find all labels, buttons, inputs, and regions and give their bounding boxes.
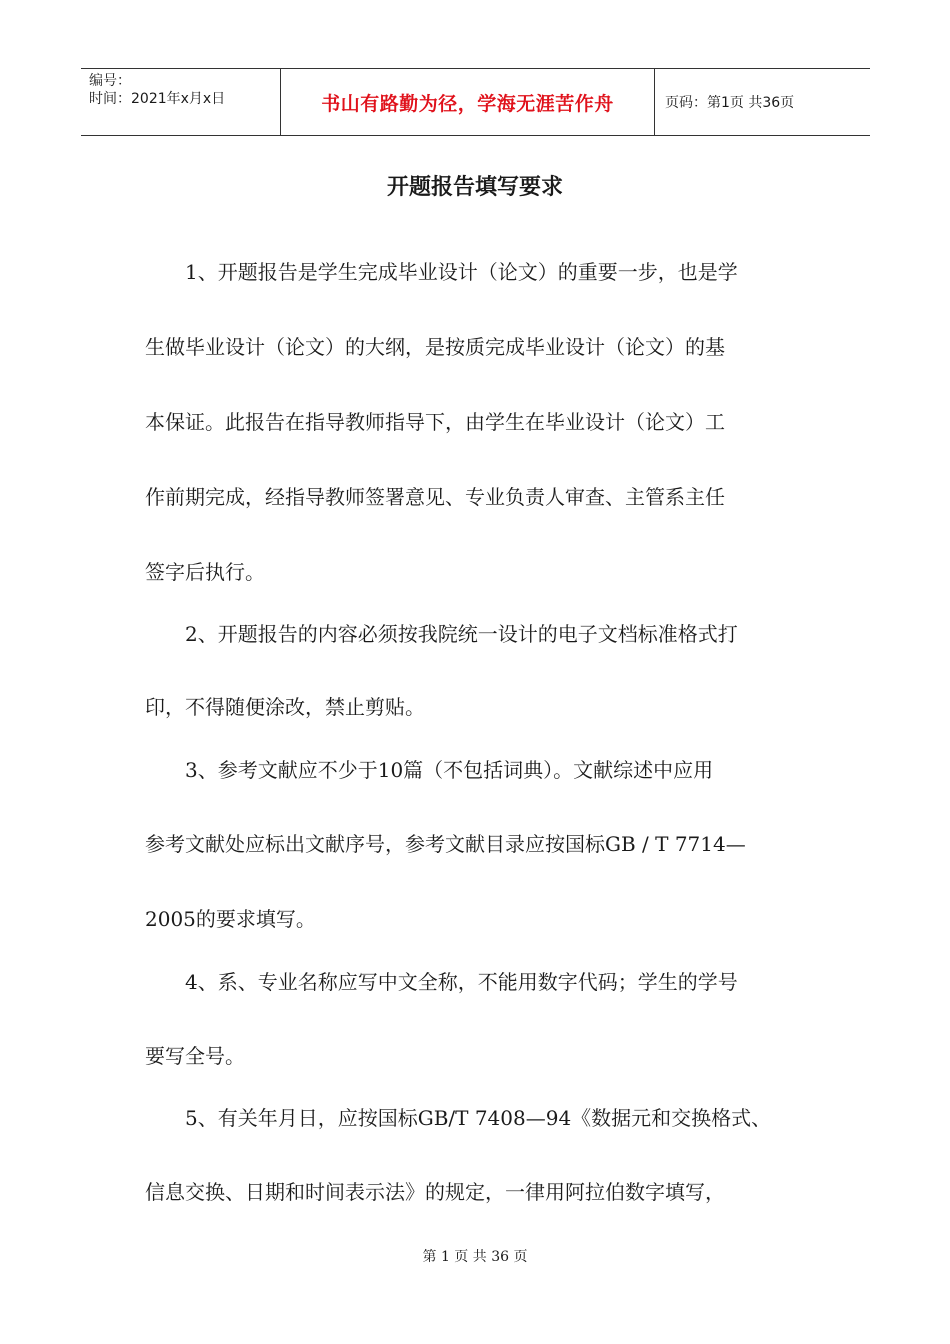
body-line: 参考文献处应标出文献序号，参考文献目录应按国标GB / T 7714— [145, 832, 746, 856]
body-line: 信息交换、日期和时间表示法》的规定，一律用阿拉伯数字填写， [145, 1180, 725, 1204]
body-line: 作前期完成，经指导教师签署意见、专业负责人审查、主管系主任 [145, 485, 725, 509]
header-page-info: 页码：第1页 共36页 [665, 95, 795, 111]
body-line: 要写全号。 [145, 1044, 245, 1068]
page-footer: 第 1 页 共 36 页 [422, 1249, 528, 1265]
body-line: 2005的要求填写。 [145, 907, 316, 931]
body-line: 签字后执行。 [145, 560, 265, 584]
body-line: 1、开题报告是学生完成毕业设计（论文）的重要一步，也是学 [185, 260, 738, 284]
header-motto: 书山有路勤为径，学海无涯苦作舟 [281, 69, 655, 135]
body-line: 5、有关年月日，应按国标GB/T 7408—94《数据元和交换格式、 [185, 1106, 772, 1130]
header-table [81, 68, 870, 136]
body-line: 生做毕业设计（论文）的大纲，是按质完成毕业设计（论文）的基 [145, 335, 725, 359]
header-meta-cell [81, 69, 281, 135]
document-title: 开题报告填写要求 [386, 175, 563, 200]
body-line: 3、参考文献应不少于10篇（不包括词典）。文献综述中应用 [185, 758, 714, 782]
body-line: 印，不得随便涂改，禁止剪贴。 [145, 695, 425, 719]
body-line: 4、系、专业名称应写中文全称，不能用数字代码；学生的学号 [185, 970, 738, 994]
body-line: 2、开题报告的内容必须按我院统一设计的电子文档标准格式打 [185, 622, 738, 646]
document-number-label: 编号： [89, 73, 131, 89]
body-line: 本保证。此报告在指导教师指导下，由学生在毕业设计（论文）工 [145, 410, 725, 434]
document-time-label: 时间：2021年x月x日 [89, 91, 226, 107]
